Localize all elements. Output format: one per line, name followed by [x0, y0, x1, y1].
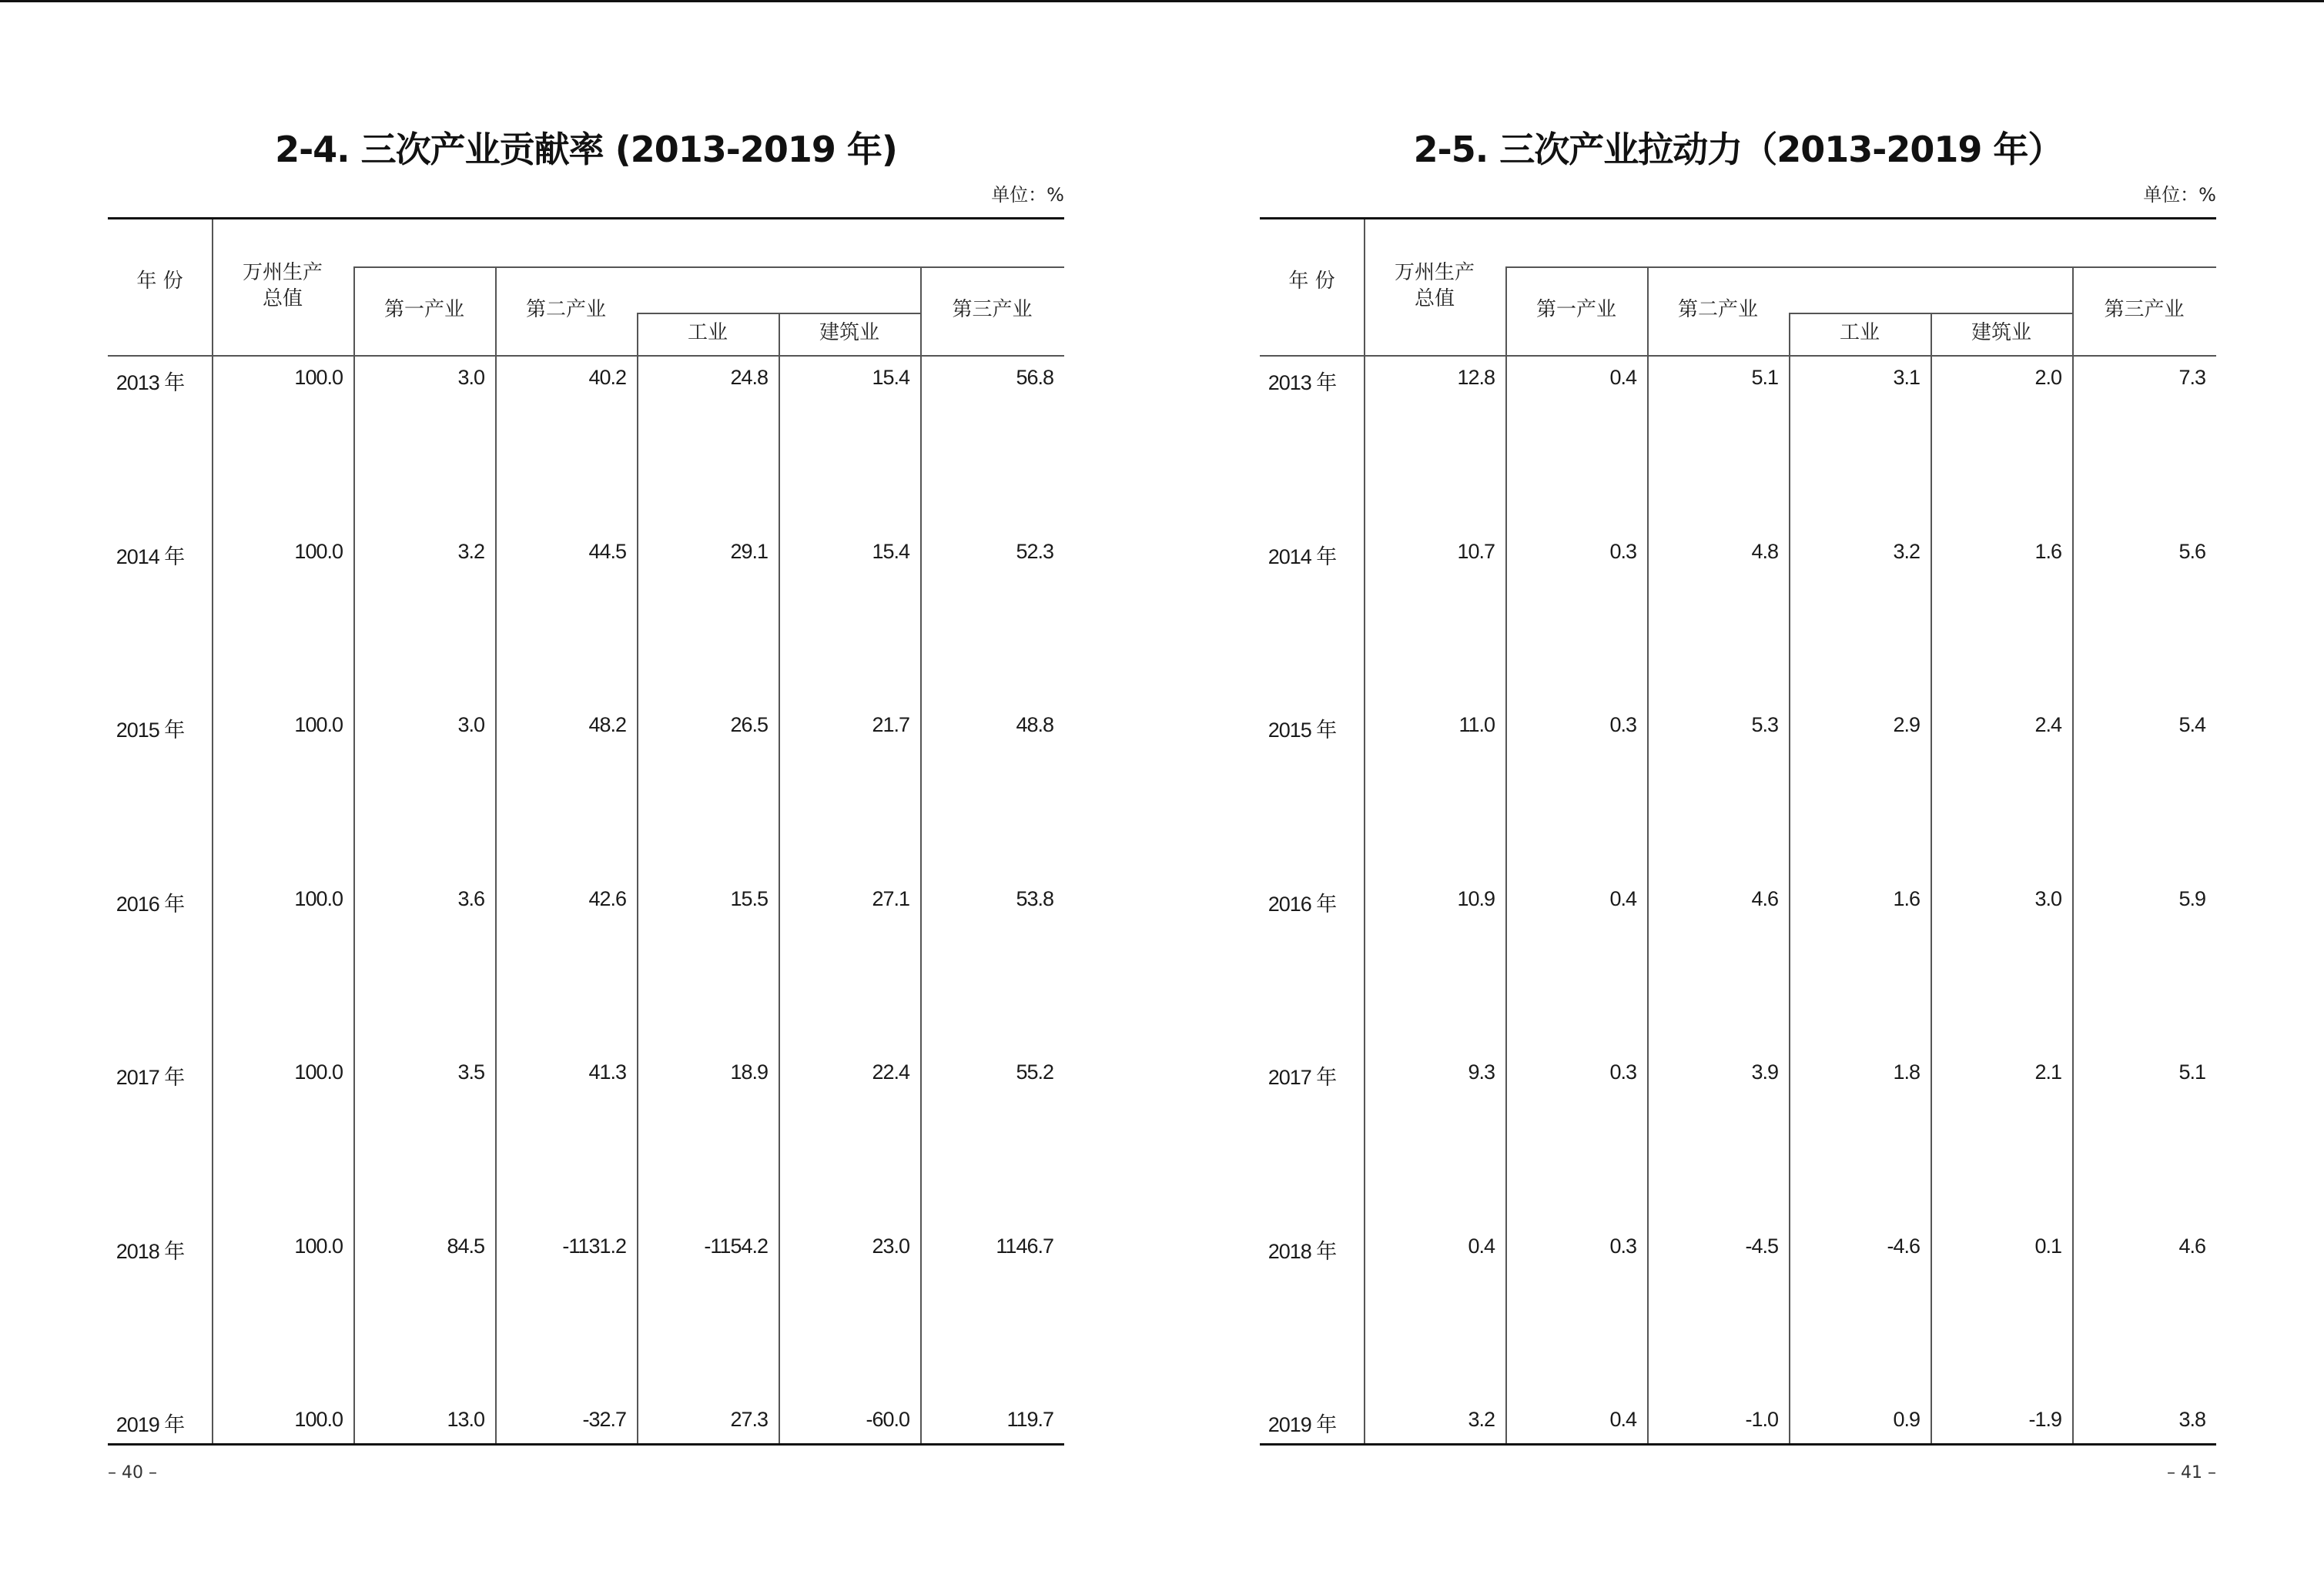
column-rule	[1647, 266, 1649, 1443]
header-industry: 工业	[687, 321, 728, 344]
table-cell: 0.3	[1609, 1234, 1636, 1258]
row-year: 2014 年	[1267, 544, 1337, 568]
unit-label: 单位：%	[2143, 184, 2216, 206]
table-cell: 100.0	[294, 1408, 343, 1431]
header-year: 年 份	[1288, 270, 1335, 293]
header-tertiary: 第三产业	[2104, 298, 2185, 321]
header-gdp: 万州生产 总值	[242, 261, 323, 310]
page-number: – 40 –	[108, 1463, 157, 1482]
row-year: 2013 年	[1267, 371, 1337, 394]
table-cell: 2.9	[1893, 713, 1920, 736]
table-cell: -1.9	[2028, 1408, 2061, 1431]
table-title: 2-5. 三次产业拉动力（2013-2019 年）	[1413, 129, 2063, 170]
table-cell: 18.9	[730, 1060, 768, 1084]
table-cell: -1154.2	[704, 1234, 768, 1258]
row-year: 2017 年	[1267, 1066, 1337, 1089]
column-rule	[495, 266, 497, 1443]
header-construction: 建筑业	[1971, 321, 2031, 344]
table-cell: 56.8	[1016, 366, 1053, 389]
table-cell: 3.2	[457, 539, 484, 563]
row-year: 2018 年	[116, 1239, 185, 1263]
table-cell: 1.6	[2034, 539, 2061, 563]
column-rule	[1364, 219, 1365, 1443]
table-cell: 27.1	[872, 886, 909, 910]
table-cell: 52.3	[1016, 539, 1053, 563]
table-cell: 84.5	[447, 1234, 484, 1258]
table-cell: 5.1	[2178, 1060, 2205, 1084]
header-tertiary: 第三产业	[952, 298, 1033, 321]
column-rule	[1789, 313, 1790, 1443]
table-cell: 4.6	[1751, 886, 1778, 910]
column-rule	[779, 313, 780, 1443]
table-cell: 41.3	[588, 1060, 626, 1084]
table-cell: 12.8	[1457, 366, 1495, 389]
row-year: 2015 年	[116, 719, 185, 742]
table-cell: 3.2	[1468, 1408, 1495, 1431]
table-cell: 0.3	[1609, 539, 1636, 563]
table-cell: 0.1	[2034, 1234, 2061, 1258]
table-cell: 0.4	[1468, 1234, 1495, 1258]
column-rule	[2072, 266, 2074, 1443]
table-cell: 1.6	[1893, 886, 1920, 910]
table-cell: 4.8	[1751, 539, 1778, 563]
table-cell: 100.0	[294, 886, 343, 910]
table-cell: 22.4	[872, 1060, 909, 1084]
table-cell: 0.3	[1609, 713, 1636, 736]
table-cell: -1131.2	[562, 1234, 626, 1258]
table-cell: 40.2	[588, 366, 626, 389]
table-cell: 5.1	[1751, 366, 1778, 389]
table-cell: 5.3	[1751, 713, 1778, 736]
table-cell: 0.4	[1609, 1408, 1636, 1431]
unit-label: 单位：%	[991, 184, 1064, 206]
table-cell: 100.0	[294, 713, 343, 736]
table-cell: 48.8	[1016, 713, 1053, 736]
table-cell: 15.4	[872, 366, 909, 389]
header-primary: 第一产业	[1535, 298, 1616, 321]
header-rule	[1505, 266, 2216, 268]
table-cell: 10.7	[1457, 539, 1495, 563]
table-cell: 26.5	[730, 713, 768, 736]
table-cell: 100.0	[294, 539, 343, 563]
table-cell: 3.8	[2178, 1408, 2205, 1431]
table-title: 2-4. 三次产业贡献率 (2013-2019 年)	[275, 129, 897, 170]
table-cell: 15.4	[872, 539, 909, 563]
table-cell: 55.2	[1016, 1060, 1053, 1084]
data-table	[1260, 217, 2216, 1446]
data-table	[108, 217, 1064, 1446]
table-cell: 27.3	[730, 1408, 768, 1431]
row-year: 2017 年	[116, 1066, 185, 1089]
table-cell: 3.6	[457, 886, 484, 910]
table-cell: 0.3	[1609, 1060, 1636, 1084]
table-cell: 48.2	[588, 713, 626, 736]
table-cell: 24.8	[730, 366, 768, 389]
table-cell: 100.0	[294, 1234, 343, 1258]
table-cell: 2.0	[2034, 366, 2061, 389]
header-rule	[353, 266, 1064, 268]
table-cell: 29.1	[730, 539, 768, 563]
row-year: 2016 年	[1267, 892, 1337, 916]
row-year: 2015 年	[1267, 719, 1337, 742]
table-cell: 5.6	[2178, 539, 2205, 563]
row-year: 2019 年	[116, 1413, 185, 1436]
table-cell: 3.2	[1893, 539, 1920, 563]
header-construction: 建筑业	[819, 321, 879, 344]
table-cell: 23.0	[872, 1234, 909, 1258]
table-cell: 3.0	[2034, 886, 2061, 910]
column-rule	[353, 266, 355, 1443]
table-cell: 3.0	[457, 713, 484, 736]
table-cell: 3.0	[457, 366, 484, 389]
row-year: 2014 年	[116, 544, 185, 568]
header-industry: 工业	[1839, 321, 1880, 344]
table-cell: 119.7	[1006, 1408, 1053, 1431]
header-rule	[637, 313, 920, 314]
table-cell: 0.9	[1893, 1408, 1920, 1431]
column-rule	[1505, 266, 1507, 1443]
left-page	[108, 0, 1064, 1588]
table-cell: 10.9	[1457, 886, 1495, 910]
header-gdp: 万州生产 总值	[1394, 261, 1475, 310]
table-cell: 100.0	[294, 1060, 343, 1084]
table-cell: 21.7	[872, 713, 909, 736]
table-cell: 3.1	[1893, 366, 1920, 389]
table-cell: -32.7	[582, 1408, 626, 1431]
header-year: 年 份	[136, 270, 183, 293]
table-cell: 11.0	[1458, 713, 1495, 736]
header-rule	[1789, 313, 2072, 314]
table-cell: 0.4	[1609, 366, 1636, 389]
row-year: 2018 年	[1267, 1239, 1337, 1263]
table-cell: 3.9	[1751, 1060, 1778, 1084]
header-rule	[108, 355, 1064, 357]
row-year: 2016 年	[116, 892, 185, 916]
table-cell: 53.8	[1016, 886, 1053, 910]
table-cell: -4.6	[1887, 1234, 1920, 1258]
table-cell: 1146.7	[996, 1234, 1053, 1258]
table-cell: 1.8	[1893, 1060, 1920, 1084]
table-cell: 2.4	[2034, 713, 2061, 736]
table-cell: 0.4	[1609, 886, 1636, 910]
table-cell: -1.0	[1745, 1408, 1778, 1431]
column-rule	[920, 266, 922, 1443]
header-secondary: 第二产业	[525, 298, 606, 321]
table-cell: 42.6	[588, 886, 626, 910]
table-cell: 4.6	[2178, 1234, 2205, 1258]
table-cell: 5.9	[2178, 886, 2205, 910]
table-cell: 13.0	[447, 1408, 484, 1431]
right-page	[1260, 0, 2216, 1588]
header-primary: 第一产业	[383, 298, 464, 321]
page-number: – 41 –	[2167, 1463, 2216, 1482]
column-rule	[1931, 313, 1932, 1443]
header-rule	[1260, 355, 2216, 357]
column-rule	[212, 219, 213, 1443]
column-rule	[637, 313, 638, 1443]
table-cell: -4.5	[1745, 1234, 1778, 1258]
header-secondary: 第二产业	[1677, 298, 1758, 321]
table-cell: 7.3	[2178, 366, 2205, 389]
table-cell: 3.5	[457, 1060, 484, 1084]
table-cell: 15.5	[730, 886, 768, 910]
row-year: 2019 年	[1267, 1413, 1337, 1436]
table-cell: 9.3	[1468, 1060, 1495, 1084]
table-cell: -60.0	[866, 1408, 909, 1431]
table-cell: 2.1	[2034, 1060, 2061, 1084]
table-cell: 100.0	[294, 366, 343, 389]
table-cell: 5.4	[2178, 713, 2205, 736]
row-year: 2013 年	[116, 371, 185, 394]
table-cell: 44.5	[588, 539, 626, 563]
